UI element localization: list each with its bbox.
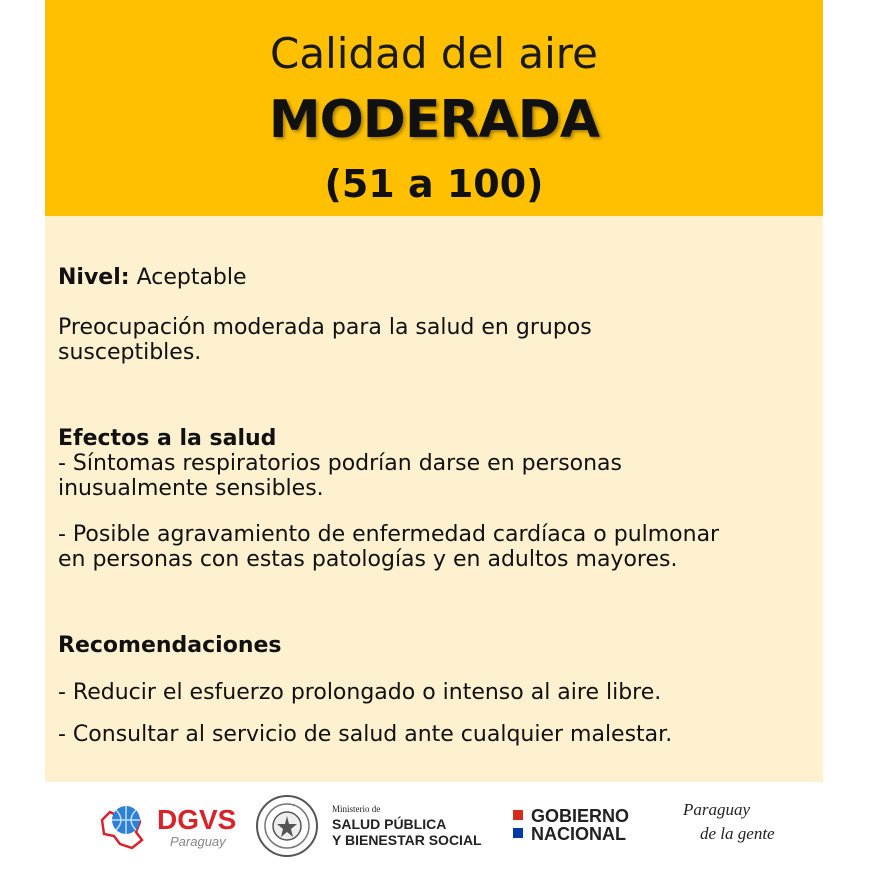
efectos-item-line: en personas con estas patologías y en adultos mayores. [58,547,678,572]
footer-logos [0,782,870,870]
flag-blue-square [513,828,523,838]
slogan-line1: Paraguay [683,800,751,819]
efectos-section [58,426,808,501]
nivel-value: Aceptable [136,265,247,290]
ministerio-small-text: Ministerio de [332,804,381,814]
header-banner [45,0,823,216]
description [58,315,808,365]
index-range: (51 a 100) [324,162,544,206]
dgvs-map-icon [96,798,154,854]
recomendacion-item: - Consultar al servicio de salud ante cualquier malestar. [58,722,673,747]
description-line: susceptibles. [58,340,202,365]
efectos-item-line: - Posible agravamiento de enfermedad cardíaca o pulmonar [58,522,720,547]
dgvs-logo-subtext: Paraguay [170,834,226,849]
ministerio-line1: SALUD PÚBLICA [332,816,447,832]
nivel-label: Nivel: [58,265,130,290]
header-title: Calidad del aire [270,29,598,78]
gobierno-line2: NACIONAL [531,824,626,844]
recomendaciones-title: Recomendaciones [58,633,282,658]
air-quality-card [45,0,823,782]
ministerio-line2: Y BIENESTAR SOCIAL [332,832,482,848]
dgvs-logo-text: DGVS [157,804,237,835]
nivel-line [58,265,808,290]
efectos-item-line: inusualmente sensibles. [58,476,324,501]
efectos-item-2 [58,522,808,572]
quality-level-title: MODERADA [268,90,600,150]
seal-icon [255,794,319,858]
efectos-item-line: - Síntomas respiratorios podrían darse en personas [58,451,622,476]
description-line: Preocupación moderada para la salud en grupos [58,315,592,340]
efectos-title: Efectos a la salud [58,426,277,451]
slogan-line2: de la gente [700,824,775,843]
flag-red-square [513,810,523,820]
gobierno-line1: GOBIERNO [531,806,630,826]
recomendacion-item: - Reducir el esfuerzo prolongado o intenso al aire libre. [58,680,662,705]
